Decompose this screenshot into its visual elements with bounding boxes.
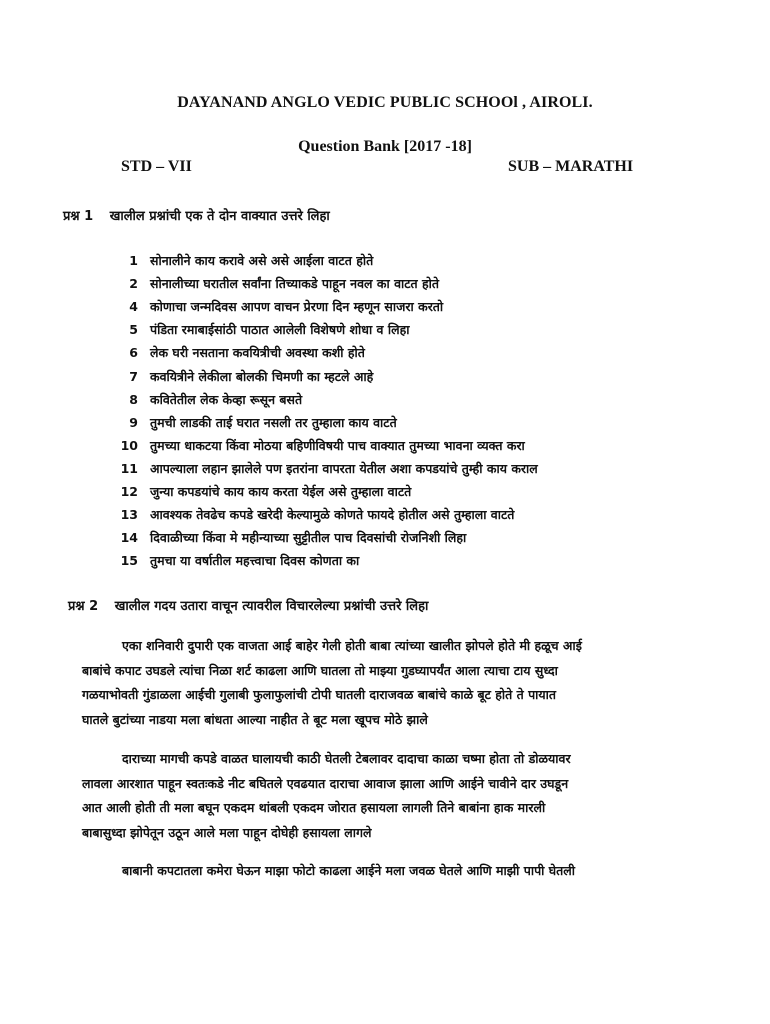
list-item [112, 480, 538, 503]
item-number: 2 [129, 276, 138, 292]
list-item [112, 549, 538, 572]
item-number: 11 [120, 460, 138, 476]
question-2-heading [68, 596, 428, 614]
question-2-instruction: खालील गदय उतारा वाचून त्यावरील विचारलेल्या प्रश्नांची उत्तरे लिहा [114, 599, 429, 614]
question-2-number: प्रश्न 2 [68, 599, 99, 614]
passage-line: लावला आरशात पाहून स्वतःकडे नीट बघितले एवढयात दाराचा आवाज झाला आणि आईने चावीने दार उघडून [82, 775, 569, 791]
list-item [112, 388, 538, 411]
item-text: आवश्यक तेवढेच कपडे खरेदी केल्यामुळे कोणते फायदे होतील असे तुम्हाला वाटते [150, 507, 515, 523]
question-bank-title: Question Bank [2017 -18] [298, 138, 472, 155]
passage-line: बाबांचे कपाट उघडले त्यांचा निळा शर्ट काढला आणि घातला तो माझ्या गुडघ्यापर्यंत आला त्याचा टाय सुध्दा [82, 662, 558, 678]
list-item [112, 364, 538, 387]
item-text: सोनालीच्या घरातील सर्वांना तिच्याकडे पाहून नवल का वाटत होते [150, 276, 440, 292]
item-text: तुमचा या वर्षातील महत्त्वाचा दिवस कोणता का [150, 553, 360, 569]
passage-paragraph-2 [82, 747, 702, 845]
list-item [112, 249, 538, 272]
list-item [112, 411, 538, 434]
item-number: 14 [120, 530, 138, 546]
question-1-heading [63, 206, 330, 224]
passage-line: एका शनिवारी दुपारी एक वाजता आई बाहेर गेली होती बाबा त्यांच्या खालीत झोपले होते मी हळूच आई [122, 638, 582, 653]
passage-line: गळयाभोवती गुंडाळला आईची गुलाबी फुलाफुलांची टोपी घातली दाराजवळ बाबांचे काळे बूट होते ते पायात [82, 687, 557, 702]
item-text: पंडिता रमाबाईसांठी पाठात आलेली विशेषणे शोधा व लिहा [150, 322, 410, 338]
item-number: 6 [129, 345, 138, 361]
list-item [112, 526, 538, 549]
list-item [112, 503, 538, 526]
item-number: 8 [129, 391, 138, 407]
question-1-instruction: खालील प्रश्नांची एक ते दोन वाक्यात उत्तरे लिहा [109, 209, 330, 224]
passage-line: आत आली होती ती मला बघून एकदम थांबली एकदम जोरात हसायला लागली तिने बाबांना हाक मारली [82, 800, 546, 815]
item-number: 7 [129, 368, 138, 384]
passage-paragraph-1 [82, 634, 702, 732]
item-text: दिवाळीच्या किंवा मे महीन्याच्या सुट्टीतील पाच दिवसांची रोजनिशी लिहा [150, 530, 467, 546]
list-item [112, 457, 538, 480]
passage-line: दाराच्या मागची कपडे वाळत घालायची काठी घेतली टेबलावर दादाचा काळा चष्मा होता तो डोळयावर [122, 751, 571, 766]
item-text: कवितेतील लेक केव्हा रूसून बसते [150, 391, 303, 407]
school-title: DAYANAND ANGLO VEDIC PUBLIC SCHOOl , AIROLI. [177, 94, 593, 111]
passage-paragraph-3 [82, 859, 702, 884]
item-text: जुन्या कपडयांचे काय काय करता येईल असे तुम्हाला वाटते [150, 483, 412, 499]
item-text: तुमची लाडकी ताई घरात नसली तर तुम्हाला काय वाटते [150, 414, 397, 430]
question-1-list [112, 249, 538, 572]
list-item [112, 434, 538, 457]
item-text: आपल्याला लहान झालेले पण इतरांना वापरता येतील अशा कपडयांचे तुम्ही काय कराल [150, 460, 538, 476]
passage-line: बाबानी कपटातला कमेरा घेऊन माझा फोटो काढला आईने मला जवळ घेतले आणि माझी पापी घेतली [122, 863, 575, 878]
item-number: 1 [129, 253, 138, 269]
item-text: तुमच्या धाकटया किंवा मोठया बहिणीविषयी पाच वाक्यात तुमच्या भावना व्यक्त करा [150, 437, 525, 453]
list-item [112, 272, 538, 295]
item-number: 4 [129, 299, 138, 315]
item-text: लेक घरी नसताना कवयित्रीची अवस्था कशी होते [150, 345, 365, 361]
item-text: कवयित्रीने लेकीला बोलकी चिमणी का म्हटले आहे [150, 368, 374, 384]
list-item [112, 341, 538, 364]
std-label: STD – VII [121, 158, 192, 175]
list-item [112, 295, 538, 318]
passage-line: बाबासुध्दा झोपेतून उठून आले मला पाहून दोघेही हसायला लागले [82, 824, 372, 840]
item-number: 9 [129, 414, 138, 430]
item-number: 5 [129, 322, 138, 338]
subject-label: SUB – MARATHI [508, 158, 634, 175]
list-item [112, 318, 538, 341]
question-1-number: प्रश्न 1 [63, 209, 94, 224]
item-number: 13 [120, 507, 138, 523]
passage-line: घातले बुटांच्या नाडया मला बांधता आल्या नाहीत ते बूट मला खूपच मोठे झाले [82, 711, 428, 727]
item-number: 12 [120, 483, 138, 499]
item-number: 15 [120, 553, 138, 569]
item-text: कोणाचा जन्मदिवस आपण वाचन प्रेरणा दिन म्हणून साजरा करतो [150, 299, 444, 315]
item-number: 10 [120, 437, 138, 453]
item-text: सोनालीने काय करावे असे असे आईला वाटत होते [150, 253, 374, 269]
